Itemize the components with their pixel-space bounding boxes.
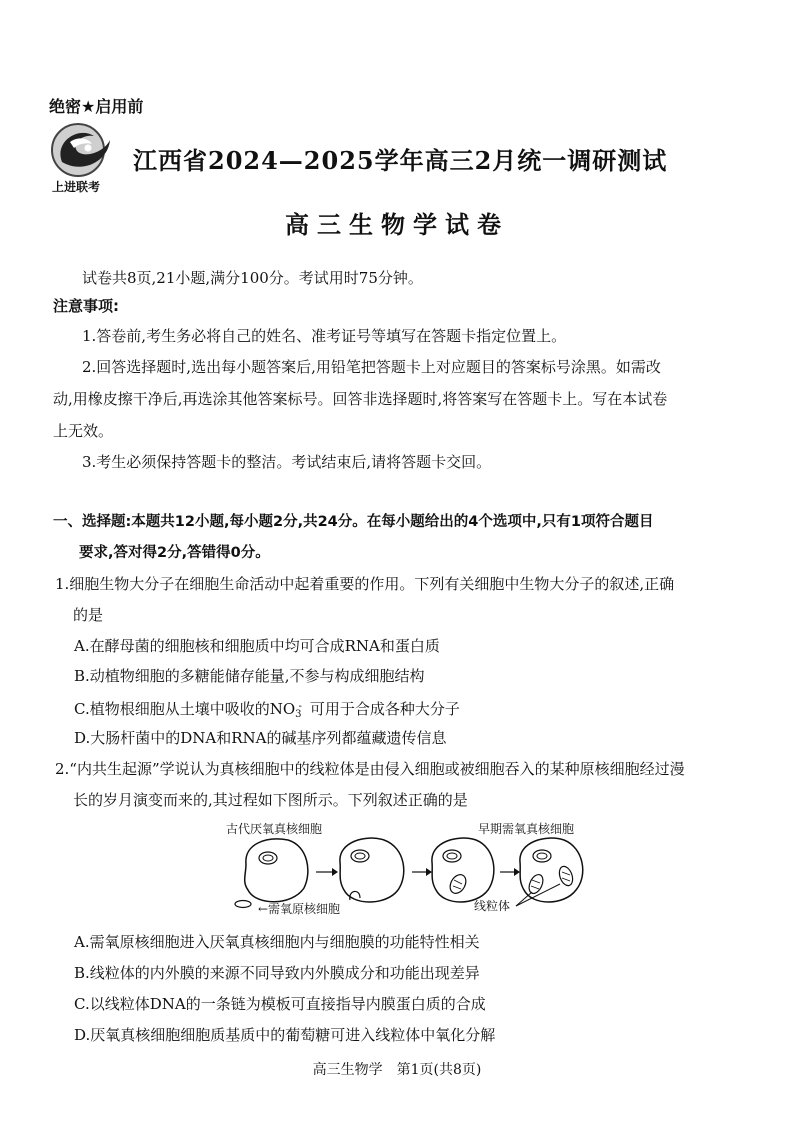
q2-option-d: D.厌氧真核细胞细胞质基质中的葡萄糖可进入线粒体中氧化分解 — [74, 1026, 496, 1044]
notice-item-2-line-2: 动,用橡皮擦干净后,再选涂其他答案标号。回答非选择题时,将答案写在答题卡上。写在本试卷 — [53, 390, 668, 408]
arrow-3 — [500, 868, 520, 876]
exam-title: 江西省2024—2025学年高三2月统一调研测试 — [133, 146, 668, 175]
notice-item-1: 1.答卷前,考生务必将自己的姓名、准考证号等填写在答题卡指定位置上。 — [82, 327, 567, 345]
publisher-logo — [48, 122, 120, 198]
q1-option-c-superscript: - — [298, 701, 302, 712]
label-ancient-anaerobic-cell: 古代厌氧真核细胞 — [226, 822, 323, 836]
q2-stem-line-2: 长的岁月演变而来的,其过程如下图所示。下列叙述正确的是 — [73, 791, 468, 809]
q2-option-c: C.以线粒体DNA的一条链为模板可直接指导内膜蛋白质的合成 — [74, 995, 486, 1013]
cell-2 — [340, 838, 404, 902]
notice-heading: 注意事项: — [53, 297, 119, 315]
q1-option-b: B.动植物细胞的多糖能储存能量,不参与构成细胞结构 — [74, 667, 425, 685]
page-footer: 高三生物学 第1页(共8页) — [312, 1062, 482, 1078]
cell-4 — [516, 838, 583, 906]
logo-text: 上进联考 — [52, 180, 101, 194]
arrow-1 — [316, 868, 338, 876]
free-prokaryote — [235, 901, 251, 908]
q1-option-c — [74, 697, 460, 725]
notice-item-2-line-1: 2.回答选择题时,选出每小题答案后,用铅笔把答题卡上对应题目的答案标号涂黑。如需改 — [82, 358, 661, 376]
q1-stem-line-1: 1.细胞生物大分子在细胞生命活动中起着重要的作用。下列有关细胞中生物大分子的叙述,正确 — [55, 575, 675, 593]
label-early-aerobic-cell: 早期需氧真核细胞 — [478, 822, 575, 836]
label-mitochondria: 线粒体 — [474, 899, 511, 913]
q1-option-a: A.在酵母菌的细胞核和细胞质中均可合成RNA和蛋白质 — [74, 637, 440, 655]
notice-item-2-line-3: 上无效。 — [53, 422, 114, 440]
section-1-heading-cont: 要求,答对得2分,答错得0分。 — [79, 545, 270, 561]
notice-item-3: 3.考生必须保持答题卡的整洁。考试结束后,请将答题卡交回。 — [82, 453, 492, 471]
section-1-heading: 一、选择题:本题共12小题,每小题2分,共24分。在每小题给出的4个选项中,只有1项符合题目 — [53, 514, 654, 530]
cell-3 — [432, 838, 494, 902]
paper-title: 高三生物学试卷 — [285, 210, 509, 239]
confidential-label: 绝密★启用前 — [49, 97, 144, 116]
q2-stem-line-1: 2.“内共生起源”学说认为真核细胞中的线粒体是由侵入细胞或被细胞吞入的某种原核细胞经过漫 — [55, 760, 685, 778]
q2-option-b: B.线粒体的内外膜的来源不同导致内外膜成分和功能出现差异 — [74, 964, 480, 982]
exam-info: 试卷共8页,21小题,满分100分。考试用时75分钟。 — [82, 269, 423, 287]
logo-swirl-icon — [48, 122, 120, 180]
q1-option-c-prefix: C.植物根细胞从土壤中吸收的NO — [74, 700, 296, 718]
arrow-2 — [412, 868, 432, 876]
q1-option-d: D.大肠杆菌中的DNA和RNA的碱基序列都蕴藏遗传信息 — [74, 729, 447, 747]
cell-1 — [245, 839, 308, 902]
q1-stem-line-2: 的是 — [73, 606, 104, 624]
diagram-cells — [226, 832, 598, 912]
q2-option-a: A.需氧原核细胞进入厌氧真核细胞内与细胞膜的功能特性相关 — [74, 933, 480, 951]
q1-option-c-suffix: 可用于合成各种大分子 — [309, 700, 460, 718]
endosymbiosis-diagram — [226, 818, 598, 918]
q1-option-c-subscript: 3 — [295, 709, 302, 720]
label-aerobic-prokaryote: ←需氧原核细胞 — [258, 902, 341, 916]
